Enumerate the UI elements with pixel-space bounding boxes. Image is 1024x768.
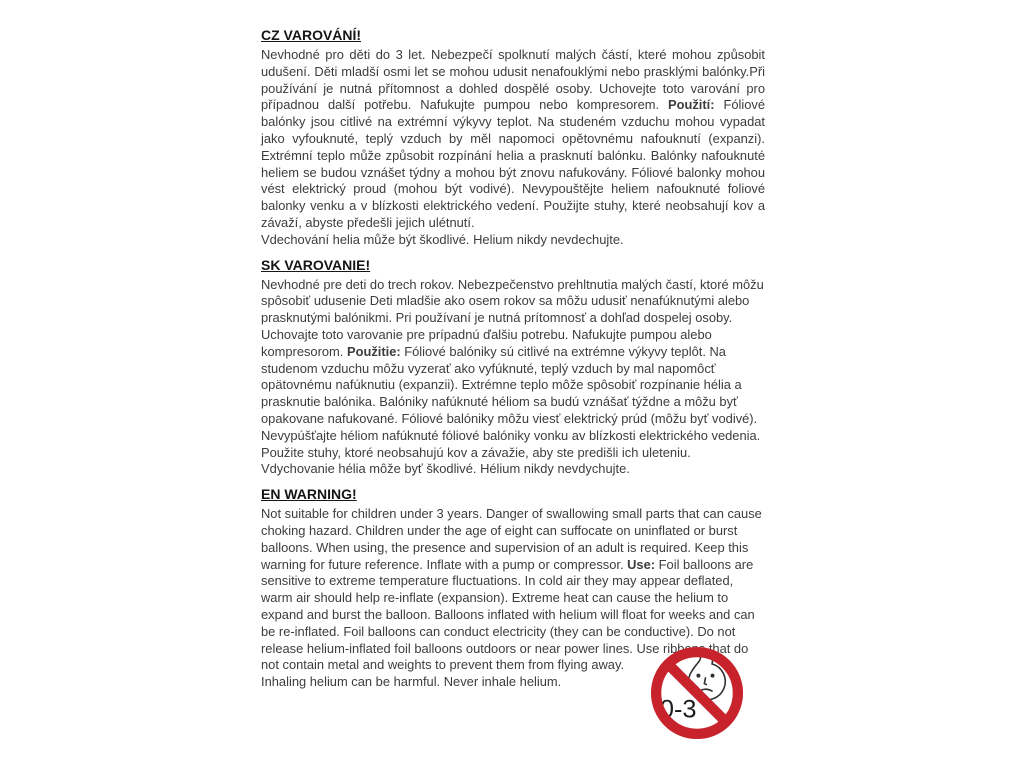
en-warning-heading: EN WARNING! xyxy=(261,486,357,503)
warning-document xyxy=(261,26,765,698)
age-range-label: 0-3 xyxy=(659,695,697,724)
cz-warning-note: Vdechování helia může být škodlivé. Helium nikdy nevdechujte. xyxy=(261,231,624,247)
en-warning-note: Inhaling helium can be harmful. Never inhale helium. xyxy=(261,674,562,690)
section-cz-warning xyxy=(261,26,765,249)
child-nose xyxy=(704,678,706,685)
child-eye-right xyxy=(711,674,715,678)
sk-warning-body: Nevhodné pre deti do trech rokov. Nebezpečenstvo prehltnutia malých častí, ktoré môžu spôsobiť udusenie Deti mladšie ako osem rokov sa môžu udusiť nenafúknutými alebo prasknutými balónikmi. Pri používaní je nutná prítomnosť a dohľad dospelej osoby. Uchovajte toto varovanie pre prípadnú ďalšiu potrebu. Nafukujte pumpou alebo kompresorom. Použitie: Fóliové balóniky sú citlivé na extrémne výkyvy teplôt. Na studenom vzduchu môžu vyzerať ako vyfúknuté, teplý vzduch by mal napomôcť opätovnému nafúknutiu (expanzii). Extrémne teplo môže spôsobiť rozpínanie hélia a prasknutie balónika. Balóniky nafúknuté héliom sa budú vznášať týždne a môžu byť opakovane nafukované. Fóliové balóniky môžu viesť elektrický prúd (môžu byť vodivé). Nevypúšťajte héliom nafúknuté fóliové balóniky vonku av blízkosti elektrického vedenia. Použite stuhy, ktoré neobsahujú kov a závažie, aby ste predišli ich uleteniu. xyxy=(261,276,764,460)
cz-warning-body: Nevhodné pro děti do 3 let. Nebezpečí spolknutí malých částí, které mohou způsobit udušení. Děti mladší osmi let se mohou udusit nenafouklými nebo prasklými balónky.Při používání je nutná přítomnost a dohled dospělé osoby. Uchovejte toto varování pro případnou další potřebu. Nafukujte pumpou nebo kompresorem. Použití: Fóliové balónky jsou citlivé na extrémní výkyvy teplot. Na studeném vzduchu mohou vypadat jako vyfouknuté, teplý vzduch by měl napomoci opětovnému nafouknutí (expanzi). Extrémní teplo může způsobit rozpínání helia a prasknutí balónku. Balónky nafouknuté heliem se budou vznášet týdny a mohou být znovu nafukovány. Fóliové balonky mohou vést elektrický proud (mohou být vodivé). Nevypouštějte heliem nafouknuté foliové balonky venku a v blízkosti elektrického vedení. Použijte stuhy, které neobsahují kov a závaží, abyste předešli jejich ulétnutí. xyxy=(261,47,766,230)
age-0-3-prohibition-icon xyxy=(649,646,745,740)
age-0-3-prohibition-svg xyxy=(649,646,745,740)
sk-warning-note: Vdychovanie hélia môže byť škodlivé. Hélium nikdy nevdychujte. xyxy=(261,461,630,477)
en-warning-body: Not suitable for children under 3 years. Danger of swallowing small parts that can cause choking hazard. Children under the age of eight can suffocate on uninflated or burst balloons. When using, the presence and supervision of an adult is required. Keep this warning for future reference. Inflate with a pump or compressor. Use: Foil balloons are sensitive to extreme temperature fluctuations. In cold air they may appear deflated, warm air should help re-inflate (expansion). Extreme heat can cause the helium to expand and burst the balloon. Balloons inflated with helium will float for weeks and can be re-inflated. Foil balloons can conduct electricity (they can be conductive). Do not release helium-inflated foil balloons outdoors or near power lines. Use ribbons that do not contain metal and weights to prevent them from flying away. xyxy=(261,506,762,673)
child-eye-left xyxy=(696,674,700,678)
cz-warning-heading: CZ VAROVÁNÍ! xyxy=(261,27,362,43)
child-eyes xyxy=(696,674,714,678)
sk-warning-heading: SK VAROVANIE! xyxy=(261,256,371,273)
section-sk-warning xyxy=(261,256,765,479)
